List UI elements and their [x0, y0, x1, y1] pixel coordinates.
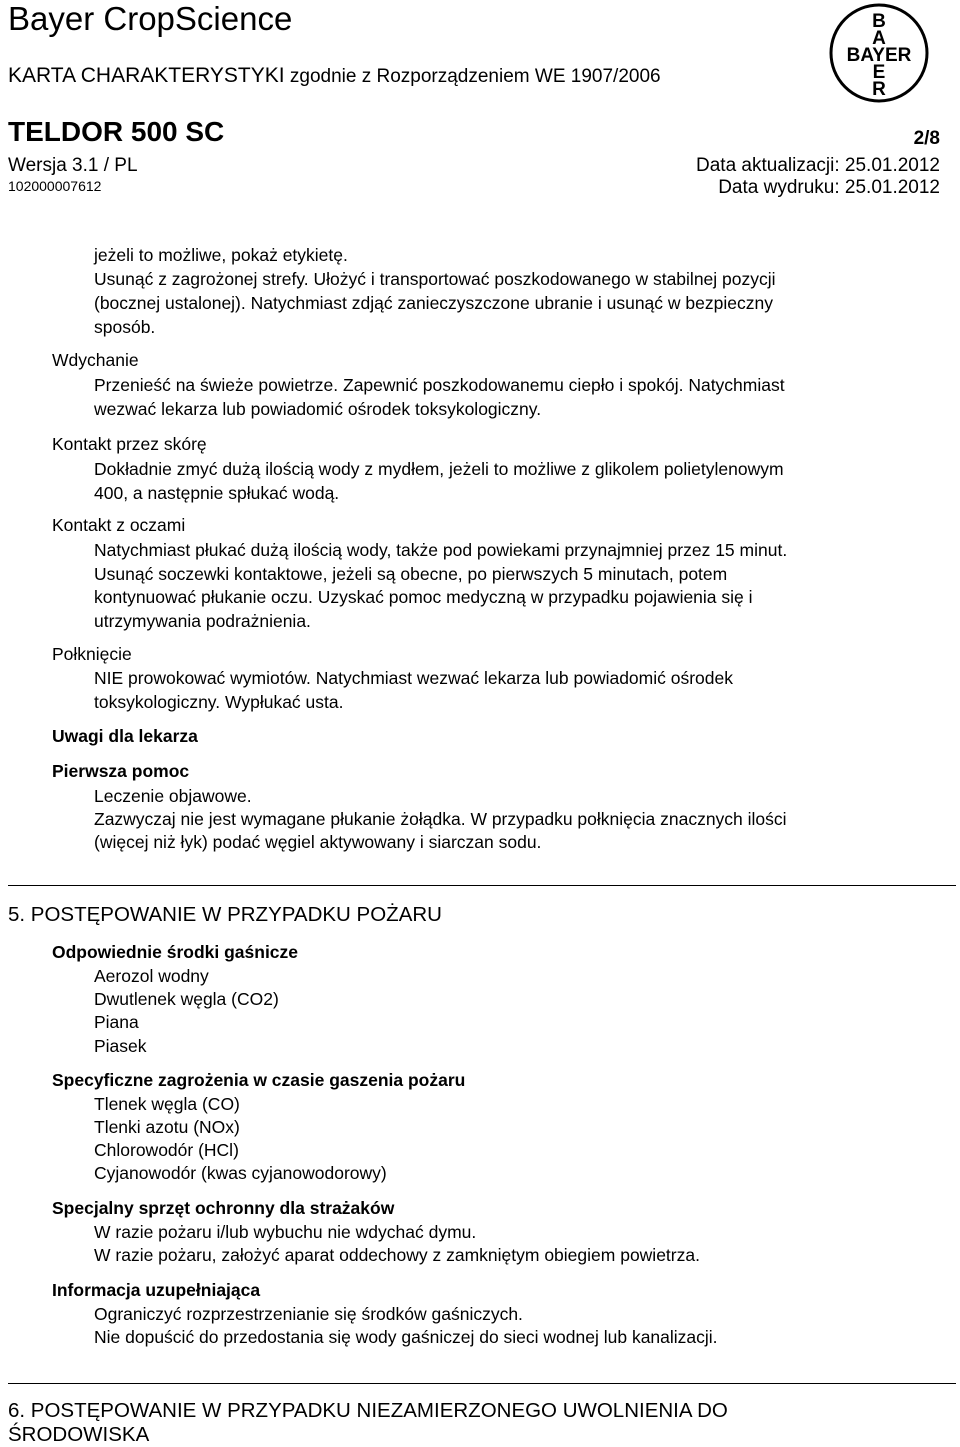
text-line: Usunąć z zagrożonej strefy. Ułożyć i transportować poszkodowanego w stabilnej pozycji: [94, 269, 776, 289]
extinguishing-media-heading: Odpowiednie środki gaśnicze: [52, 942, 299, 962]
text-line: toksykologiczny. Wypłukać usta.: [94, 692, 344, 712]
inhalation-heading: Wdychanie: [52, 350, 139, 370]
svg-text:BAYER: BAYER: [846, 45, 912, 66]
text-line: 400, a następnie spłukać wodą.: [94, 483, 340, 503]
specific-hazards-heading: Specyficzne zagrożenia w czasie gaszenia pożaru: [52, 1070, 466, 1090]
svg-text:B: B: [872, 11, 886, 32]
text-line: Dokładnie zmyć dużą ilością wody z mydłem, jeżeli to możliwe z glikolem polietylenowym: [94, 459, 784, 479]
text-line: sposób.: [94, 317, 156, 337]
bayer-cross-logo: [828, 2, 930, 104]
skin-contact-heading: Kontakt przez skórę: [52, 434, 207, 454]
text-line: (bocznej ustalonej). Natychmiast zdjąć zanieczyszczone ubranie i usunąć w bezpieczny: [94, 293, 773, 313]
text-line: Cyjanowodór (kwas cyjanowodorowy): [94, 1163, 387, 1183]
text-line: Zazwyczaj nie jest wymagane płukanie żołądka. W przypadku połknięcia znacznych ilości: [94, 809, 787, 829]
text-line: Usunąć soczewki kontaktowe, jeżeli są obecne, po pierwszych 5 minutach, potem: [94, 564, 728, 584]
eye-contact-heading: Kontakt z oczami: [52, 515, 186, 535]
print-date: Data wydruku: 25.01.2012: [718, 177, 940, 198]
ingestion-heading: Połknięcie: [52, 644, 132, 664]
section-divider: [8, 885, 956, 886]
text-line: utrzymywania podrażnienia.: [94, 611, 311, 631]
protective-equipment-heading: Specjalny sprzęt ochronny dla strażaków: [52, 1198, 395, 1218]
doctor-notes-heading: Uwagi dla lekarza: [52, 726, 198, 746]
text-line: Ograniczyć rozprzestrzenianie się środków gaśniczych.: [94, 1304, 523, 1324]
text-line: wezwać lekarza lub powiadomić ośrodek toksykologiczny.: [94, 399, 542, 419]
document-type: [8, 64, 661, 88]
svg-text:E: E: [872, 62, 886, 83]
text-line: Natychmiast płukać dużą ilością wody, także pod powiekami przynajmniej przez 15 minut.: [94, 540, 788, 560]
svg-text:A: A: [872, 28, 886, 49]
text-line: Dwutlenek węgla (CO2): [94, 989, 279, 1009]
section-6-title-line-2: ŚRODOWISKA: [8, 1423, 150, 1446]
text-line: Tlenek węgla (CO): [94, 1094, 240, 1114]
page-number: 2/8: [913, 128, 940, 149]
text-line: Przenieść na świeże powietrze. Zapewnić poszkodowanemu ciepło i spokój. Natychmiast: [94, 375, 785, 395]
text-line: W razie pożaru i/lub wybuchu nie wdychać dymu.: [94, 1222, 477, 1242]
text-line: NIE prowokować wymiotów. Natychmiast wezwać lekarza lub powiadomić ośrodek: [94, 668, 733, 688]
version-label: Wersja 3.1 / PL: [8, 155, 138, 176]
document-code: 102000007612: [8, 178, 102, 194]
svg-text:R: R: [872, 79, 886, 100]
document-type-main: KARTA CHARAKTERYSTYKI: [8, 64, 285, 87]
text-line: Nie dopuścić do przedostania się wody gaśniczej do sieci wodnej lub kanalizacji.: [94, 1327, 718, 1347]
text-line: (więcej niż łyk) podać węgiel aktywowany i siarczan sodu.: [94, 832, 542, 852]
company-name: Bayer CropScience: [8, 0, 293, 37]
text-line: Piana: [94, 1012, 139, 1032]
document-type-regulation: zgodnie z Rozporządzeniem WE 1907/2006: [284, 66, 661, 87]
product-name: TELDOR 500 SC: [8, 116, 225, 147]
first-aid-heading: Pierwsza pomoc: [52, 761, 190, 781]
text-line: Chlorowodór (HCl): [94, 1140, 239, 1160]
section-5-title: 5. POSTĘPOWANIE W PRZYPADKU POŻARU: [8, 903, 442, 926]
text-line: Aerozol wodny: [94, 966, 209, 986]
update-date: Data aktualizacji: 25.01.2012: [696, 155, 940, 176]
additional-info-heading: Informacja uzupełniająca: [52, 1280, 261, 1300]
text-line: jeżeli to możliwe, pokaż etykietę.: [94, 245, 348, 265]
section-divider: [8, 1383, 956, 1384]
text-line: kontynuować płukanie oczu. Uzyskać pomoc medyczną w przypadku pojawienia się i: [94, 587, 753, 607]
section-6-title-line-1: 6. POSTĘPOWANIE W PRZYPADKU NIEZAMIERZONEGO UWOLNIENIA DO: [8, 1399, 728, 1422]
text-line: Piasek: [94, 1036, 147, 1056]
text-line: W razie pożaru, założyć aparat oddechowy z zamkniętym obiegiem powietrza.: [94, 1245, 700, 1265]
text-line: Tlenki azotu (NOx): [94, 1117, 240, 1137]
text-line: Leczenie objawowe.: [94, 786, 252, 806]
